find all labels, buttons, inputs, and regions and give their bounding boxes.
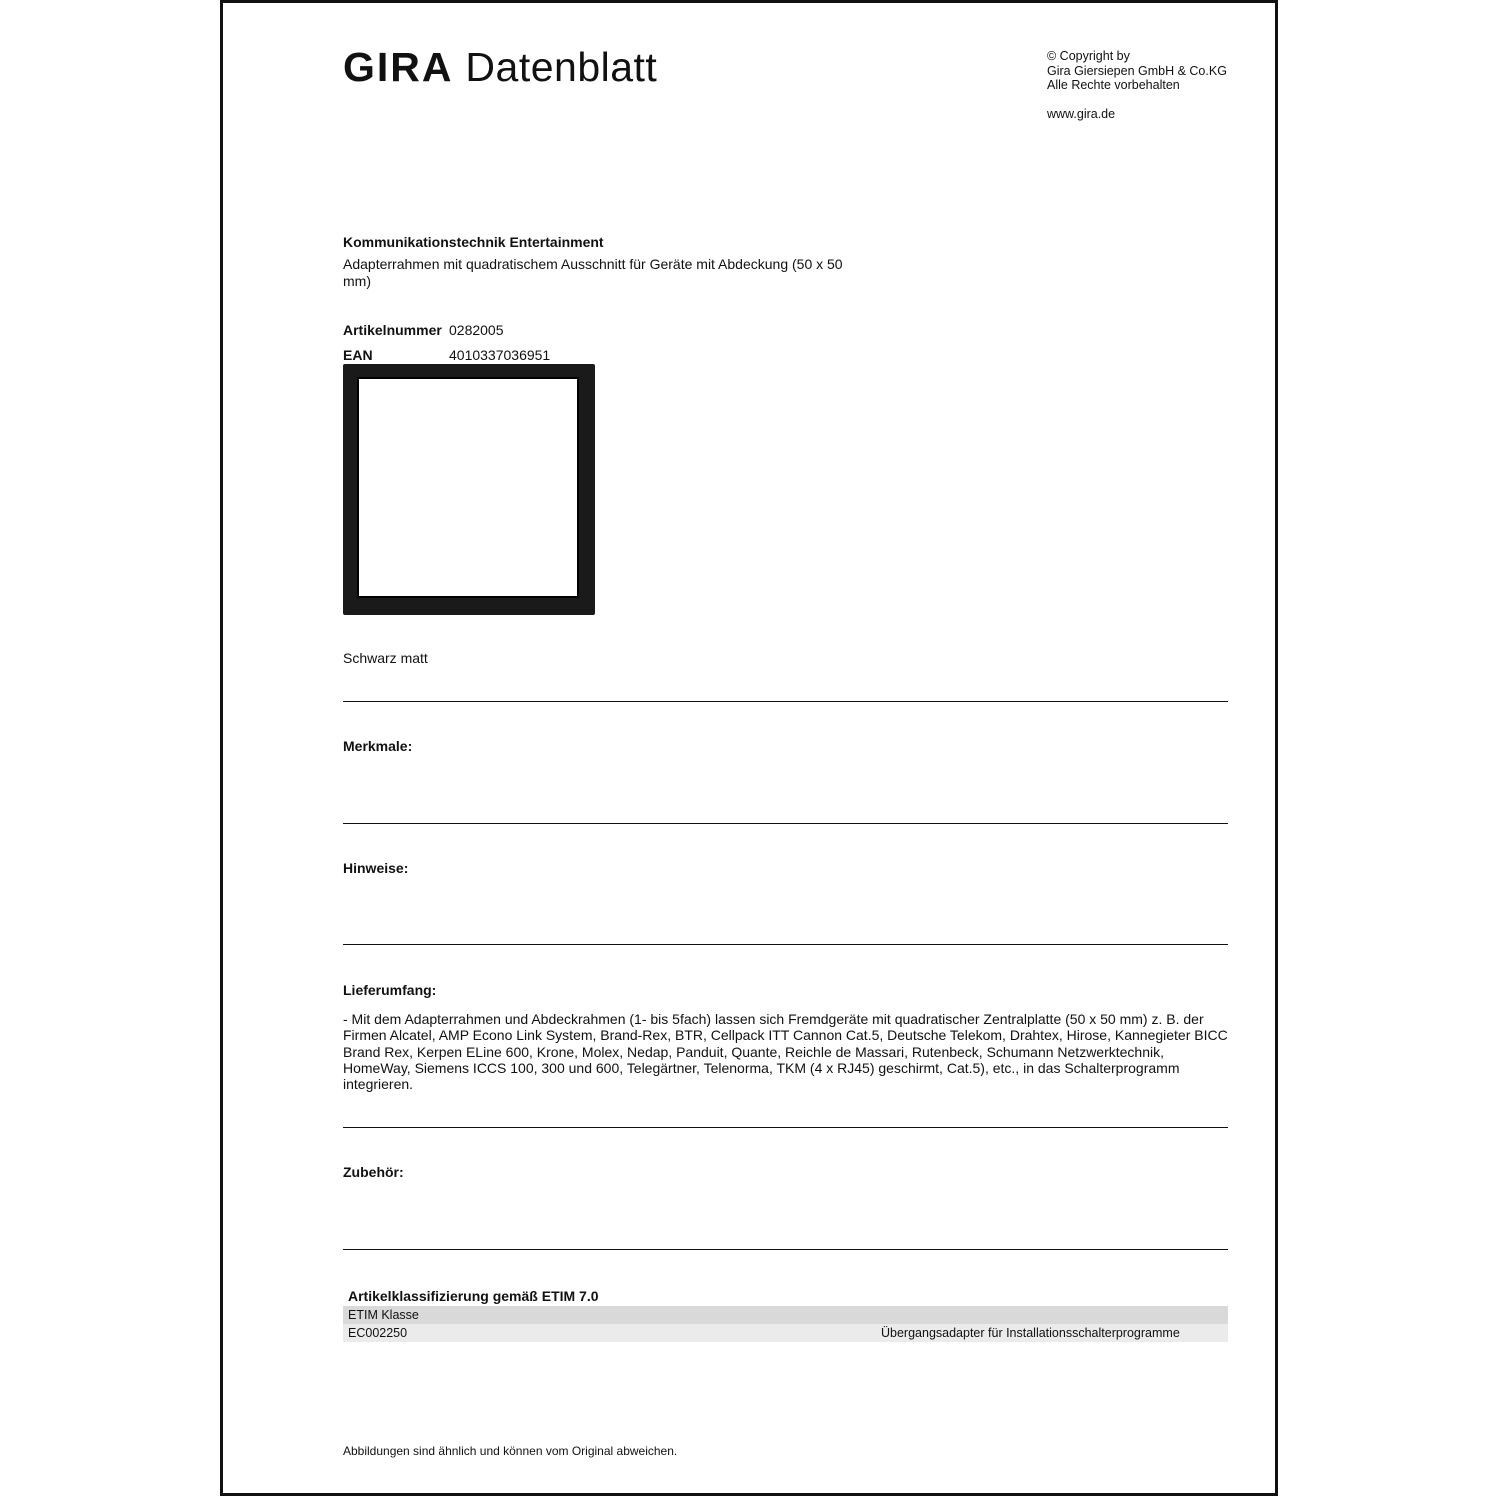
copyright-line: Alle Rechte vorbehalten: [1047, 78, 1180, 92]
table-row: [343, 1324, 1228, 1342]
copyright-line: Gira Giersiepen GmbH & Co.KG: [1047, 63, 1227, 78]
ean-value: 4010337036951: [449, 347, 551, 363]
brand-name: GIRA: [343, 44, 454, 90]
website-link[interactable]: www.gira.de: [1047, 106, 1116, 121]
etim-name-cell: Übergangsadapter für Installationsschalterprogramme: [881, 1326, 1180, 1340]
article-number-row: [343, 322, 504, 338]
etim-code-cell: EC002250: [348, 1326, 408, 1340]
section-divider: [343, 944, 1228, 945]
merkmale-heading: Merkmale:: [343, 738, 413, 754]
ean-label: EAN: [343, 347, 373, 363]
etim-header-cell: ETIM Klasse: [348, 1308, 419, 1322]
lieferumfang-heading: Lieferumfang:: [343, 982, 437, 998]
hinweise-heading: Hinweise:: [343, 860, 409, 876]
gira-logo: [343, 44, 657, 91]
section-divider: [343, 1127, 1228, 1128]
product-color: Schwarz matt: [343, 650, 428, 666]
footer-note: Abbildungen sind ähnlich und können vom Original abweichen.: [343, 1444, 678, 1458]
article-number-value: 0282005: [449, 322, 504, 338]
article-number-label: Artikelnummer: [343, 322, 442, 338]
frame-opening: [357, 377, 579, 598]
section-divider: [343, 701, 1228, 702]
zubehoer-heading: Zubehör:: [343, 1164, 404, 1180]
copyright-line: © Copyright by: [1047, 49, 1130, 63]
etim-title: Artikelklassifizierung gemäß ETIM 7.0: [348, 1288, 599, 1304]
ean-row: [343, 347, 550, 363]
product-image: [343, 364, 595, 615]
section-divider: [343, 823, 1228, 824]
product-category: Kommunikationstechnik Entertainment: [343, 234, 604, 250]
copyright-block: [1047, 49, 1227, 121]
etim-table: [343, 1306, 1228, 1342]
section-divider: [343, 1249, 1228, 1250]
product-description: Adapterrahmen mit quadratischem Ausschnitt für Geräte mit Abdeckung (50 x 50 mm): [343, 256, 843, 289]
document-title: Datenblatt: [465, 44, 658, 90]
table-header-row: [343, 1306, 1228, 1324]
lieferumfang-text: - Mit dem Adapterrahmen und Abdeckrahmen (1- bis 5fach) lassen sich Fremdgeräte mit quadratischer Zentralplatte (50 x 50 mm) z. B. der Firmen Alcatel, AMP Econo Link System, Brand-Rex, BTR, Cellpack ITT Cannon Cat.5, Deutsche Telekom, Drahtex, Hirose, Kannegieter BICC Brand Rex, Kerpen ELine 600, Krone, Molex, Nedap, Panduit, Quante, Reichle de Massari, Rutenbeck, Schumann Netzwerktechnik, HomeWay, Siemens ICCS 100, 300 und 600, Telegärtner, Telenorma, TKM (4 x RJ45) geschirmt, Cat.5), etc., in das Schalterprogramm integrieren.: [343, 1011, 1228, 1093]
